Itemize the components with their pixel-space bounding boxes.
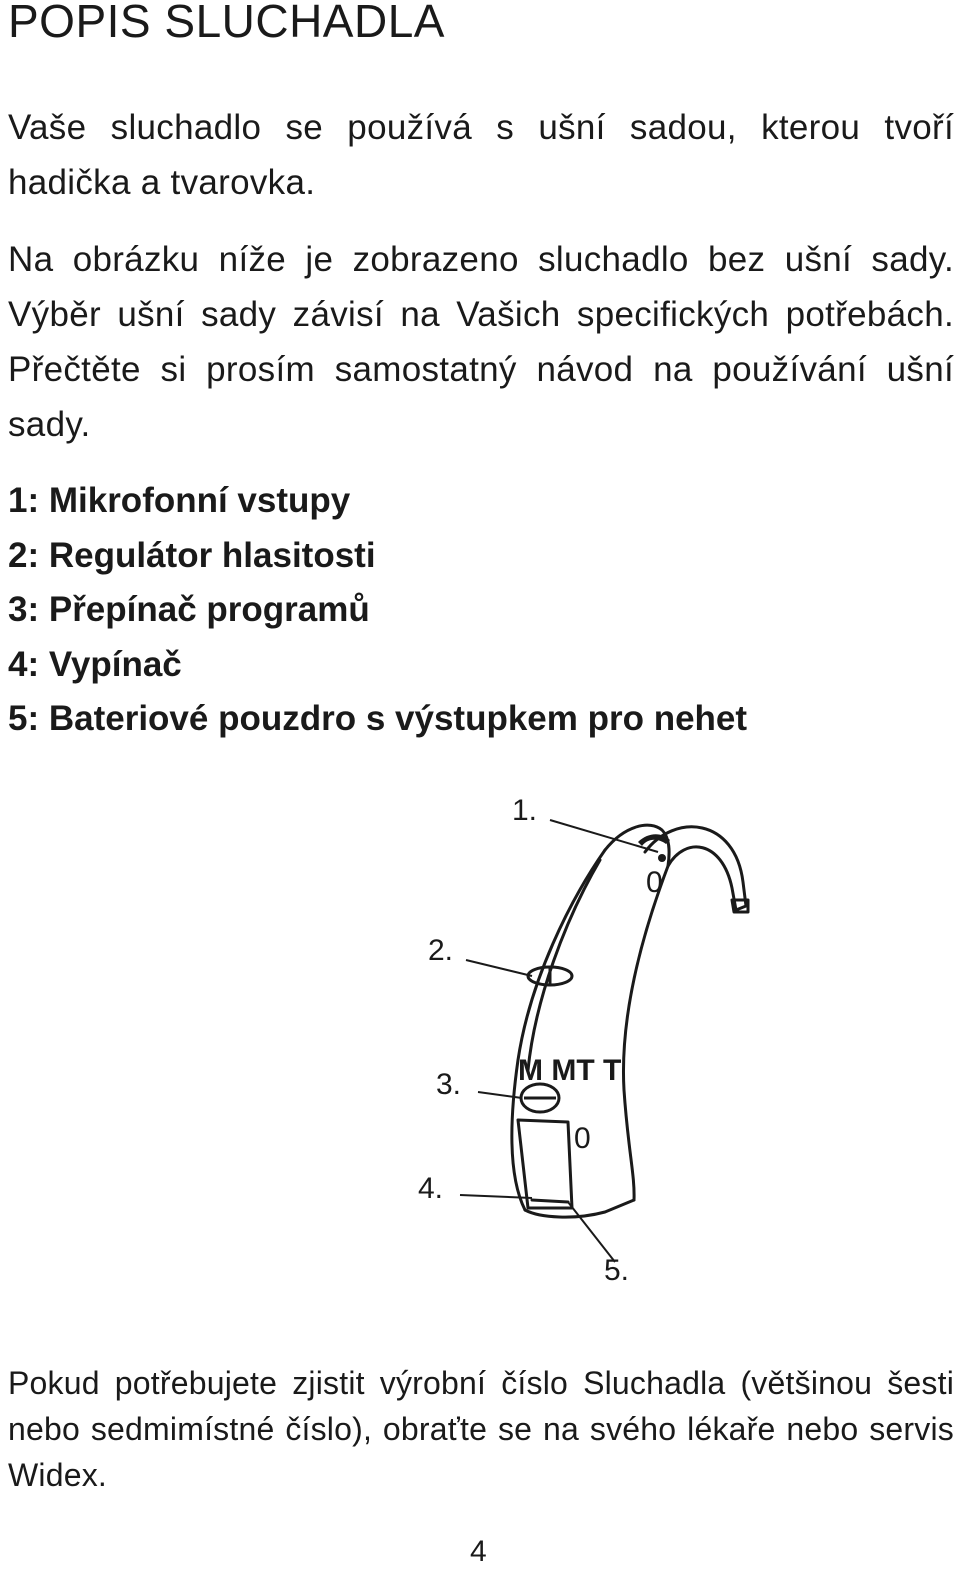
battery-drawer	[518, 1120, 572, 1208]
program-selector-icon	[521, 1084, 559, 1112]
footer-paragraph: Pokud potřebujete zjistit výrobní číslo Sluchadla (většinou šesti nebo sedmimístné číslo), obraťte se na svého lékaře nebo servis Widex.	[8, 1365, 954, 1493]
label-1: 1.	[512, 794, 538, 827]
hearing-aid-diagram	[400, 780, 780, 1300]
housing-back-edge	[512, 850, 605, 1210]
page-title: POPIS SLUCHADLA	[8, 0, 445, 47]
program-marks: M MT T	[518, 1054, 622, 1087]
label-4: 4.	[418, 1172, 444, 1205]
label-5: 5.	[604, 1254, 630, 1287]
housing-front-edge	[623, 866, 668, 1200]
housing-side-line	[528, 860, 600, 1070]
zero-mark-top: 0	[646, 866, 663, 899]
part-item-5: 5: Bateriové pouzdro s výstupkem pro nehet	[8, 699, 748, 738]
parts-list	[8, 474, 747, 747]
intro-paragraph: Vaše sluchadlo se používá s ušní sadou, kterou tvoří hadička a tvarovka.	[8, 108, 954, 202]
leader-line-4	[460, 1195, 532, 1198]
leader-line-2	[466, 960, 532, 976]
label-2: 2.	[428, 934, 454, 967]
note-paragraph: Na obrázku níže je zobrazeno sluchadlo bez ušní sady. Výběr ušní sady závisí na Vašich specifických potřebách. Přečtěte si prosím samostatný návod na používání ušní sady.	[8, 240, 954, 444]
part-item-3: 3: Přepínač programů	[8, 590, 370, 629]
page-number: 4	[470, 1535, 487, 1568]
part-item-4: 4: Vypínač	[8, 644, 182, 684]
part-item-1: 1: Mikrofonní vstupy	[8, 481, 351, 520]
volume-control-icon	[528, 967, 572, 985]
zero-mark-bottom: 0	[574, 1122, 591, 1155]
battery-drawer-notch	[532, 1200, 568, 1202]
label-3: 3.	[436, 1068, 462, 1101]
part-item-2: 2: Regulátor hlasitosti	[8, 535, 376, 575]
